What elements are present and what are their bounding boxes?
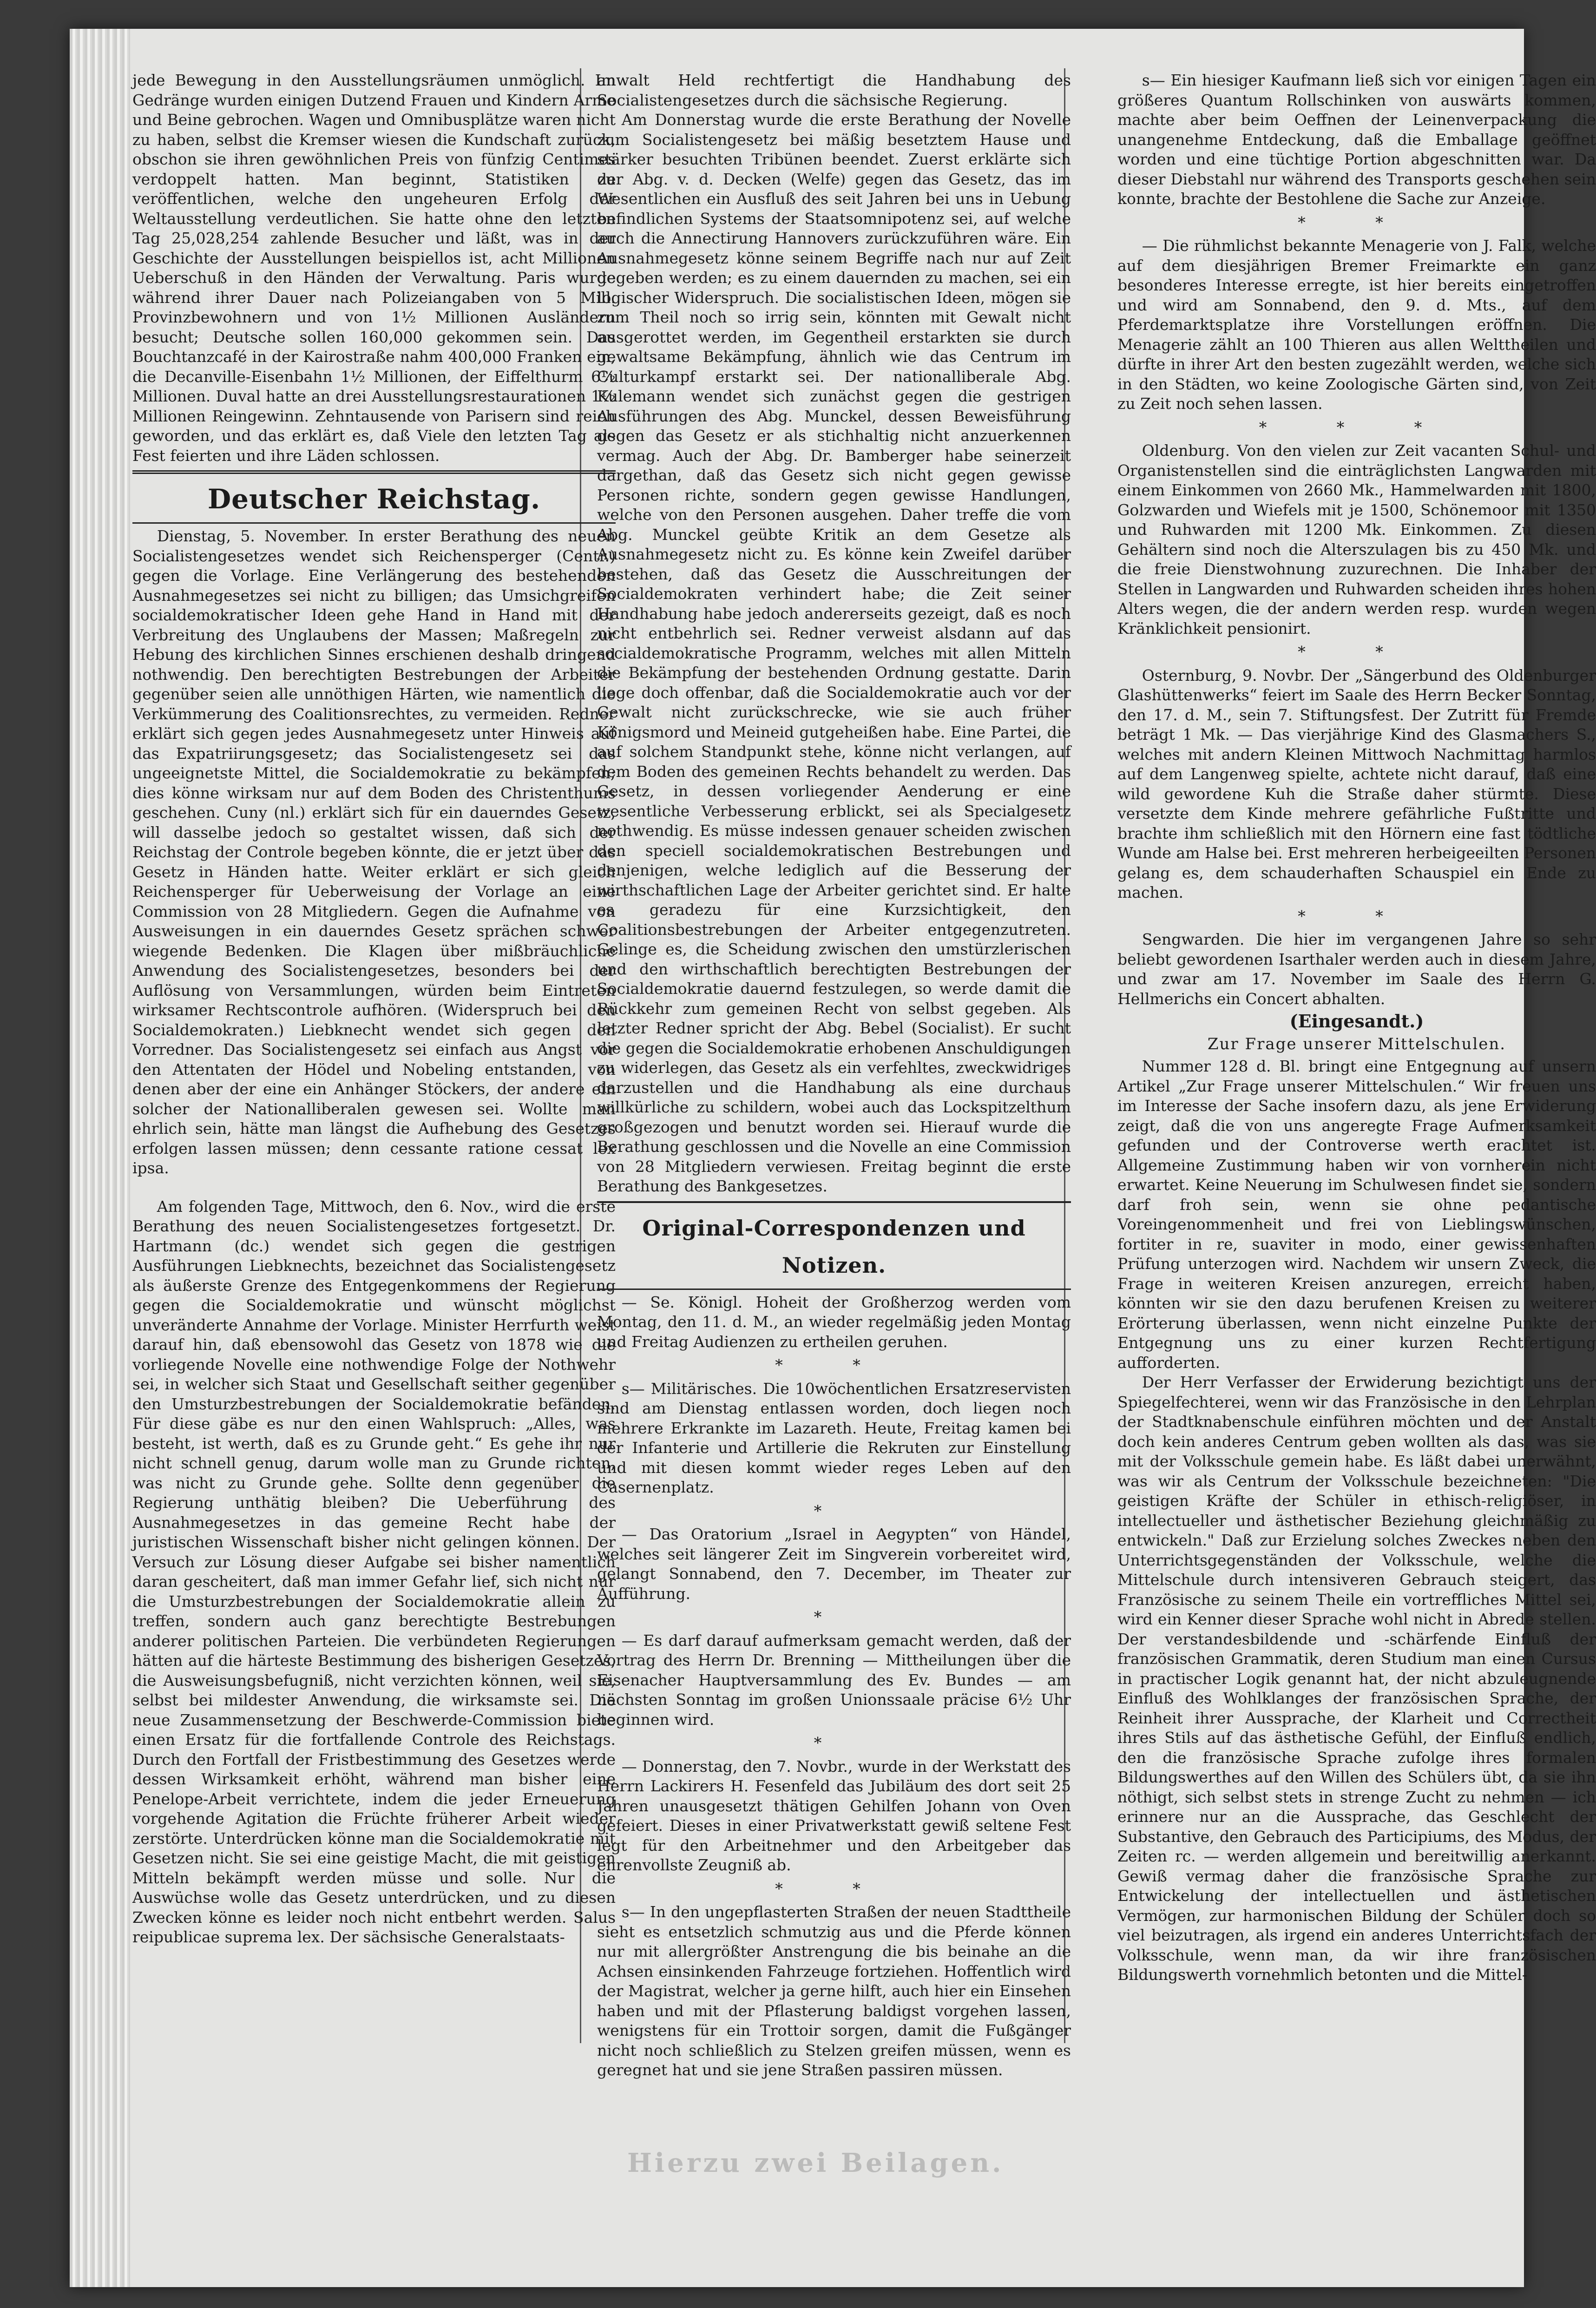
page-edge bbox=[70, 29, 130, 2287]
separator: * * bbox=[775, 1879, 893, 1898]
notice: s— Militärisches. Die 10wöchentlichen Ersatzreservisten sind am Dienstag entlassen worden, doch liegen noch mehrere Erkrankte im Lazareth. Heute, Freitag kamen bei der Infanterie und Artillerie die Rekruten zur Einstellung und mit diesen kommt wieder reges Leben auf den Casernenplatz. bbox=[597, 1379, 1071, 1496]
section-rule bbox=[132, 470, 616, 474]
notice: Osternburg, 9. Novbr. Der „Sängerbund des Oldenburger Glashüttenwerks“ feiert im Saale des Herrn Becker Sonntag, den 17. d. M., sein 7. Stiftungsfest. Der Zutritt für Fremde beträgt 1 Mk. — Das vierjährige Kind des Glasmachers S., welches mit andern Kleinen Mittwoch Nachmittag harmlos auf dem Langenweg spielte, achtete nicht darauf, daß eine wild gewordene Kuh die Straße daher stürmte. Diese versetzte dem Kinde mehrere gefährliche Fußtritte und brachte ihm schließlich mit den Hörnern eine fast tödtliche Wunde am Halse bei. Erst mehreren herbeigeeilten Personen gelang es, dem schauderhaften Schauspiel ein Ende zu machen. bbox=[1117, 666, 1596, 901]
separator: * * bbox=[775, 1356, 893, 1374]
notice: s— In den ungepflasterten Straßen der neuen Stadttheile sieht es entsetzlich schmutzig aus und die Pferde können nur mit allergrößter Anstrengung die bis beinahe an die Achsen einsinkenden Fahrzeuge fortziehen. Hoffentlich wird der Magistrat, welcher ja gerne hilft, auch hier ein Einsehen haben und mit der Pflasterung baldigst vorgehen lassen, wenigstens für ein Trottoir sorgen, damit die Fußgänger nicht noch schließlich zu Stelzen greifen müssen, wenn es geregnet hat und sie jene Straßen passiren müssen. bbox=[597, 1903, 1071, 2079]
separator: * * bbox=[1298, 907, 1416, 925]
separator: * bbox=[814, 1608, 854, 1626]
section-rule bbox=[132, 522, 616, 524]
subheading: Zur Frage unserer Mittelschulen. bbox=[1207, 1034, 1506, 1053]
paragraph: anwalt Held rechtfertigt die Handhabung des Socialistengesetzes durch die sächsische Regierung. bbox=[597, 71, 1071, 109]
column-3 bbox=[1117, 71, 1596, 2036]
separator: * * * bbox=[1259, 418, 1455, 436]
notice: — Das Oratorium „Israel in Aegypten“ von Händel, welches seit längerer Zeit im Singverein vorbereitet wird, gelangt Sonnabend, den 7. December, im Theater zur Aufführung. bbox=[597, 1525, 1071, 1603]
separator: * bbox=[814, 1501, 854, 1520]
footer-note: Hierzu zwei Beilagen. bbox=[627, 2148, 1004, 2178]
separator: * * bbox=[1298, 213, 1416, 231]
newspaper-page bbox=[70, 29, 1596, 2287]
notice: — Se. Königl. Hoheit der Großherzog werden vom Montag, den 11. d. M., an wieder regelmäßig jeden Montag und Freitag Audienzen zu ertheilen geruhen. bbox=[597, 1293, 1071, 1351]
notice: s— Ein hiesiger Kaufmann ließ sich vor einigen Tagen ein größeres Quantum Rollschinken von auswärts kommen, machte aber beim Oeffnen der Leinenverpackung die unangenehme Entdeckung, daß die Emballage geöffnet worden und eine tüchtige Portion abgeschnitten war. Da dieser Diebstahl nur während des Transports geschehen sein konnte, brachte der Bestohlene die Sache zur Anzeige. bbox=[1117, 71, 1596, 208]
subheading: (Eingesandt.) bbox=[1289, 1011, 1424, 1032]
paragraph: Am Donnerstag wurde die erste Berathung der Novelle zum Socialistengesetz bei mäßig besetztem Hause und stärker besuchten Tribünen beendet. Zuerst erklärte sich der Abg. v. d. Decken (Welfe) gegen das Gesetz, das im Wesentlichen ein Ausfluß des seit Jahren bei uns in Uebung befindlichen Systems der Staatsomnipotenz sei, auf welche auch die Annectirung Hannovers zurückzuführen wäre. Ein Ausnahmegesetz könne seinem Begriffe nach nur auf Zeit gegeben werden; es zu einem dauernden zu machen, sei ein logischer Widerspruch. Die socialistischen Ideen, mögen sie zum Theil noch so irrig sein, könnten mit Gewalt nicht ausgerottet werden, im Gegentheil erstarkten sie durch gewaltsame Bekämpfung, ähnlich wie das Centrum im Culturkampf erstarkt sei. Der nationalliberale Abg. Kulemann wendet sich zunächst gegen die gestrigen Ausführungen des Abg. Munckel, dessen Beweisführung gegen das Gesetz er als stichhaltig nicht anzuerkennen vermag. Auch der Abg. Dr. Bamberger habe seinerzeit dargethan, daß das Gesetz sich nicht gegen gewisse Personen richte, sondern gegen gewisse Handlungen, welche von den Personen ausgehen. Daher treffe die vom Abg. Munckel geübte Kritik an dem Gesetze als Ausnahmegesetz nicht zu. Es könne kein Zweifel darüber bestehen, daß das Gesetz die Ausschreitungen der Socialdemokraten verhindert habe; die Zeit seiner Handhabung habe jedoch andererseits gezeigt, daß es noch nicht entbehrlich sei. Redner verweist alsdann auf das socialdemokratische Programm, welches mit allen Mitteln die Bekämpfung der bestehenden Ordnung gestatte. Darin liege doch offenbar, daß die Socialdemokratie auch vor der Gewalt nicht zurückschrecke, wie sie auch früher Königsmord und Meineid gutgeheißen habe. Eine Partei, die auf solchem Standpunkt stehe, könne nicht verlangen, auf dem Boden des gemeinen Rechts behandelt zu werden. Das Gesetz, in dessen vorliegender Aenderung er eine wesentliche Verbesserung erblickt, sei als Specialgesetz nothwendig. Es müsse indessen genauer scheiden zwischen den speciell socialdemokratischen Bestrebungen und denjenigen, welche lediglich auf die Besserung der wirthschaftlichen Lage der Arbeiter gerichtet sind. Er halte es geradezu für eine Kurzsichtigkeit, den Coalitionsbestrebungen der Arbeiter entgegenzutreten. Gelinge es, die Scheidung zwischen den umstürzlerischen und den wirthschaftlich berechtigten Bestrebungen der Socialdemokratie dauernd festzulegen, so werde damit die Rückkehr zum gemeinen Recht von selbst gegeben. Als letzter Redner spricht der Abg. Bebel (Socialist). Er sucht die gegen die Socialdemokratie erhobenen Anschuldigungen zu widerlegen, das Gesetz als ein verfehltes, zweckwidriges darzustellen und die Handhabung als eine durchaus willkürliche zu schildern, wobei auch das Lockspitzelthum großgezogen und benutzt worden sei. Hierauf wurde die Berathung geschlossen und die Novelle an eine Commission von 28 Mitgliedern verwiesen. Freitag beginnt die erste Berathung des Bankgesetzes. bbox=[597, 111, 1071, 1195]
notice: — Donnerstag, den 7. Novbr., wurde in der Werkstatt des Herrn Lackirers H. Fesenfeld das Jubiläum des dort seit 25 Jahren unausgesetzt thätigen Gehilfen Johann von Oven gefeiert. Dieses in einer Privatwerkstatt gewiß seltene Fest legt für den Arbeitnehmer und den Arbeitgeber das ehrenvollste Zeugniß ab. bbox=[597, 1757, 1071, 1874]
separator: * * bbox=[1298, 643, 1416, 661]
section-heading: Deutscher Reichstag. bbox=[207, 483, 541, 515]
notice: — Die rühmlichst bekannte Menagerie von J. Falk, welche auf dem diesjährigen Bremer Freimarkte ein ganz besonderes Interesse erregte, ist hier bereits eingetroffen und wird am Sonnabend, den 9. d. Mts., auf dem Pferdemarktsplatze ihre Vorstellungen eröffnen. Die Menagerie zählt an 100 Thieren aus allen Welttheilen und dürfte in ihrer Art den besten zugezählt werden, welche sich in den Städten, wo keine Zoologische Gärten sind, von Zeit zu Zeit noch sehen lassen. bbox=[1117, 237, 1596, 413]
section-rule bbox=[597, 1201, 1071, 1203]
paragraph: Dienstag, 5. November. In erster Berathung des neuen Socialistengesetzes wendet sich Reichensperger (Centr.) gegen die Vorlage. Eine Verlängerung des bestehenden Ausnahmegesetzes sei nicht zu billigen; das Umsichgreifen socialdemokratischer Ideen gehe Hand in Hand mit der Verbreitung des Unglaubens der Massen; Maßregeln zur Hebung des kirchlichen Sinnes erschienen deshalb dringend nothwendig. Den berechtigten Bestrebungen der Arbeiter gegenüber seien alle unnöthigen Härten, wie namentlich die Verkümmerung des Coalitionsrechtes, zu vermeiden. Redner erklärt sich gegen jedes Ausnahmegesetz unter Hinweis auf das Expatriirungsgesetz; das Socialistengesetz sei das ungeeignetste Mittel, die Socialdemokratie zu bekämpfen; dies könne wirksam nur auf dem Boden des Christenthums geschehen. Cuny (nl.) erklärt sich für ein dauerndes Gesetz, will dasselbe jedoch so gestaltet wissen, daß sich der Reichstag der Controle begeben könnte, die er jetzt über das Gesetz in Händen hatte. Weiter erklärt er sich gleich Reichensperger für Ueberweisung der Vorlage an eine Commission von 28 Mitgliedern. Gegen die Aufnahme von Ausweisungen in ein dauerndes Gesetz sprächen schwer wiegende Bedenken. Die Klagen über mißbräuchliche Anwendung des Socialistengesetzes, besonders bei der Auflösung von Versammlungen, würden beim Eintreten wirksamer Rechtscontrole aufhören. (Widerspruch bei den Socialdemokraten.) Liebknecht wendet sich gegen den Vorredner. Das Socialistengesetz sei einfach aus Angst vor den Attentaten der Hödel und Nobeling entstanden, von denen aber der eine ein Anhänger Stöckers, der andere ein solcher der Nationalliberalen gewesen sei. Wollte man ehrlich sein, hätte man längst die Aufhebung des Gesetzes erfolgen lassen müssen; denn cessante ratione cessat lex ipsa. bbox=[132, 527, 616, 1177]
notice: — Es darf darauf aufmerksam gemacht werden, daß der Vortrag des Herrn Dr. Brenning — Mittheilungen über die Eisenacher Hauptversammlung des Ev. Bundes — am nächsten Sonntag im großen Unionssaale präcise 6½ Uhr beginnen wird. bbox=[597, 1631, 1071, 1729]
paragraph: Der Herr Verfasser der Erwiderung bezichtigt uns der Spiegelfechterei, wenn wir das Französische in den Lehrplan der Stadtknabenschule einführen möchten und der Anstalt doch kein anderes Centrum geben wollten als das, was sie mit der Volksschule gemein habe. Es läßt dabei unerwähnt, was wir als Centrum der Volksschule bezeichneten: "Die geistigen Kräfte der Schüler in ethisch-religiöser, in intellectueller und ästhetischer Beziehung gleichmäßig zu entwickeln." Daß zur Erzielung solches Zweckes neben den Unterrichtsgegenständen der Volksschule, welche die Mittelschule durch intensiveren Gebrauch steigert, das Französische zu seinem Theile ein vortreffliches Mittel sei, wird ein Kenner dieser Sprache wohl nicht in Abrede stellen. Der verstandesbildende und -schärfende Einfluß der französischen Grammatik, deren Studium man einen Cursus in practischer Logik genannt hat, der nicht abzuleugnende Einfluß des Wohlklanges der französischen Sprache, der Reinheit ihrer Aussprache, der Klarheit und Correctheit ihres Stils auf das ästhetische Gefühl, der Einfluß endlich, den die französische Sprache zufolge ihres formalen Bildungswerthes auf den Willen des Schülers übt, da sie ihn nöthigt, sich selbst stets in strenge Zucht zu nehmen — ich erinnere nur an die Aussprache, das Geschlecht der Substantive, den Gebrauch des Participiums, des Modus, der Zeiten rc. — werden allgemein und bereitwillig anerkannt. Gewiß vermag daher die französische Sprache zur Entwickelung der intellectuellen und ästhetischen Vermögen, zur harmonischen Bildung der Schüler doch so viel beizutragen, als irgend ein anderes Unterrichtsfach der Volksschule, wenn man, da wir ihre französischen Bildungswerth vornehmlich betonten und die Mittel- bbox=[1117, 1373, 1596, 1984]
paragraph: Am folgenden Tage, Mittwoch, den 6. Nov., wird die erste Berathung des neuen Socialistengesetzes fortgesetzt. Dr. Hartmann (dc.) wendet sich gegen die gestrigen Ausführungen Liebknechts, bezeichnet das Socialistengesetz als äußerste Grenze des Entgegenkommens der Regierung gegen die Socialdemokratie und wünscht möglichst unveränderte Annahme der Vorlage. Minister Herrfurth weist darauf hin, daß ebensowohl das Gesetz von 1878 wie die vorliegende Novelle eine nothwendige Folge der Nothwehr sei, in welcher sich Staat und Gesellschaft seither gegenüber den Umsturzbestrebungen der Socialdemokratie befänden. Für diese gäbe es nur den einen Wahlspruch: „Alles, was besteht, ist werth, daß es zu Grunde geht.“ Es gehe ihr nur nicht schnell genug, darum wolle man zu Grunde richten, was nicht zu Grunde gehe. Sollte denn gegenüber die Regierung unthätig bleiben? Die Ueberführung des Ausnahmegesetzes in das gemeine Recht habe der juristischen Wissenschaft bisher nicht gelingen können. Der Versuch zur Lösung dieser Aufgabe sei bisher namentlich daran gescheitert, daß man immer Gefahr lief, sich nicht nur die Umsturzbestrebungen der Socialdemokratie allein zu treffen, sondern auch ganz berechtigte Bestrebungen anderer politischen Parteien. Die verbündeten Regierungen hätten auf die härteste Bestimmung des bisherigen Gesetzes, die Ausweisungsbefugniß, nicht verzichten können, weil sie, selbst bei mildester Anwendung, die wirksamste sei. Die neue Zusammensetzung der Beschwerde-Commission biete einen Ersatz für die fortfallende Controle des Reichstags. Durch den Fortfall der Fristbestimmung des Gesetzes werde dessen Wirksamkeit erhöht, während man bisher eine Penelope-Arbeit verrichtete, indem die jeder Erneuerung vorgehende Agitation die Früchte früherer Arbeit wieder zerstörte. Unterdrücken könne man die Socialdemokratie mit Gesetzen nicht. Sie sei eine geistige Macht, die mit geistigen Mitteln bekämpft werden müsse und solle. Nur die Auswüchse wolle das Gesetz unterdrücken, und zu diesen Zwecken könne es leider noch nicht entbehrt werden. Salus reipublicae suprema lex. Der sächsische Generalstaats- bbox=[132, 1197, 616, 1946]
paragraph: Nummer 128 d. Bl. bringt eine Entgegnung auf unsern Artikel „Zur Frage unserer Mittelschulen.“ Wir freuen uns im Interesse der Sache insofern dazu, als jene Erwiderung zeigt, daß die von uns angeregte Frage Aufmerksamkeit gefunden und der Controverse werth erachtet ist. Allgemeine Zustimmung haben wir von vornherein nicht erwartet. Keine Neuerung im Schulwesen findet sie, sondern darf froh sein, wenn sie ohne pedantische Voreingenommenheit und frei von Lieblingswünschen, fortiter in re, suaviter in modo, einer gewissenhaften Prüfung unterzogen wird. Nachdem wir unsern Zweck, die Frage in weiteren Kreisen anzuregen, erreicht haben, könnten wir sie den dazu berufenen Kreisen zu weiterer Erörterung überlassen, wenn nicht einzelne Punkte der Entgegnung uns zu einer kurzen Rechtfertigung aufforderten. bbox=[1117, 1057, 1596, 1372]
notice: Sengwarden. Die hier im vergangenen Jahre so sehr beliebt gewordenen Isarthaler werden auch in diesem Jahre, und zwar am 17. November im Saale des Herrn G. Hellmerichs ein Concert abhalten. bbox=[1117, 930, 1596, 1008]
column-2 bbox=[597, 71, 1071, 2079]
separator: * bbox=[814, 1734, 854, 1752]
section-rule bbox=[597, 1289, 1071, 1290]
section-heading: Original-Correspondenzen und Notizen. bbox=[642, 1215, 1026, 1278]
notice: Oldenburg. Von den vielen zur Zeit vacanten Schul- und Organistenstellen sind die einträglichsten Langwarden mit einem Einkommen von 2660 Mk., Hammelwarden mit 1800, Golzwarden und Wiefels mit je 1500, Schönemoor mit 1350 und Ruhwarden mit 1200 Mk. Einkommen. Zu diesen Gehältern sind noch die Alterszulagen bis zu 450 Mk. und die freie Dienstwohnung zuzurechnen. Die Inhaber der Stellen in Langwarden und Ruhwarden scheiden ihres hohen Alters wegen, die der andern werden resp. wurden wegen Kränklichkeit pensionirt. bbox=[1117, 441, 1596, 638]
column-1 bbox=[132, 71, 616, 2036]
paragraph: jede Bewegung in den Ausstellungsräumen unmöglich. Im Gedränge wurden einigen Dutzend Frauen und Kindern Arme und Beine gebrochen. Wagen und Omnibusplätze waren nicht zu haben, selbst die Kremser wiesen die Kundschaft zurück, obschon sie ihren gewöhnlichen Preis von fünfzig Centimes verdoppelt hatten. Man beginnt, Statistiken zu veröffentlichen, welche den ungeheuren Erfolg der Weltausstellung verdeutlichen. Sie hatte ohne den letzten Tag 25,028,254 zahlende Besucher und läßt, was in der Geschichte der Ausstellungen beispiellos ist, acht Millionen Ueberschuß in den Händen der Verwaltung. Paris wurde während ihrer Dauer nach Polizeiangaben von 5 Mill. Provinzbewohnern und von 1½ Millionen Ausländern besucht; Deutsche sollen 160,000 gekommen sein. Das Bouchtanzcafé in der Kairostraße nahm 400,000 Franken ein, die Decanville-Eisenbahn 1½ Millionen, der Eiffelthurm 6½ Millionen. Duval hatte an drei Ausstellungsrestaurationen 1½ Millionen Reingewinn. Zehntausende von Parisern sind reich geworden, und das erklärt es, daß Viele den letzten Tag als Fest feierten und ihre Läden schlossen. bbox=[132, 71, 616, 465]
